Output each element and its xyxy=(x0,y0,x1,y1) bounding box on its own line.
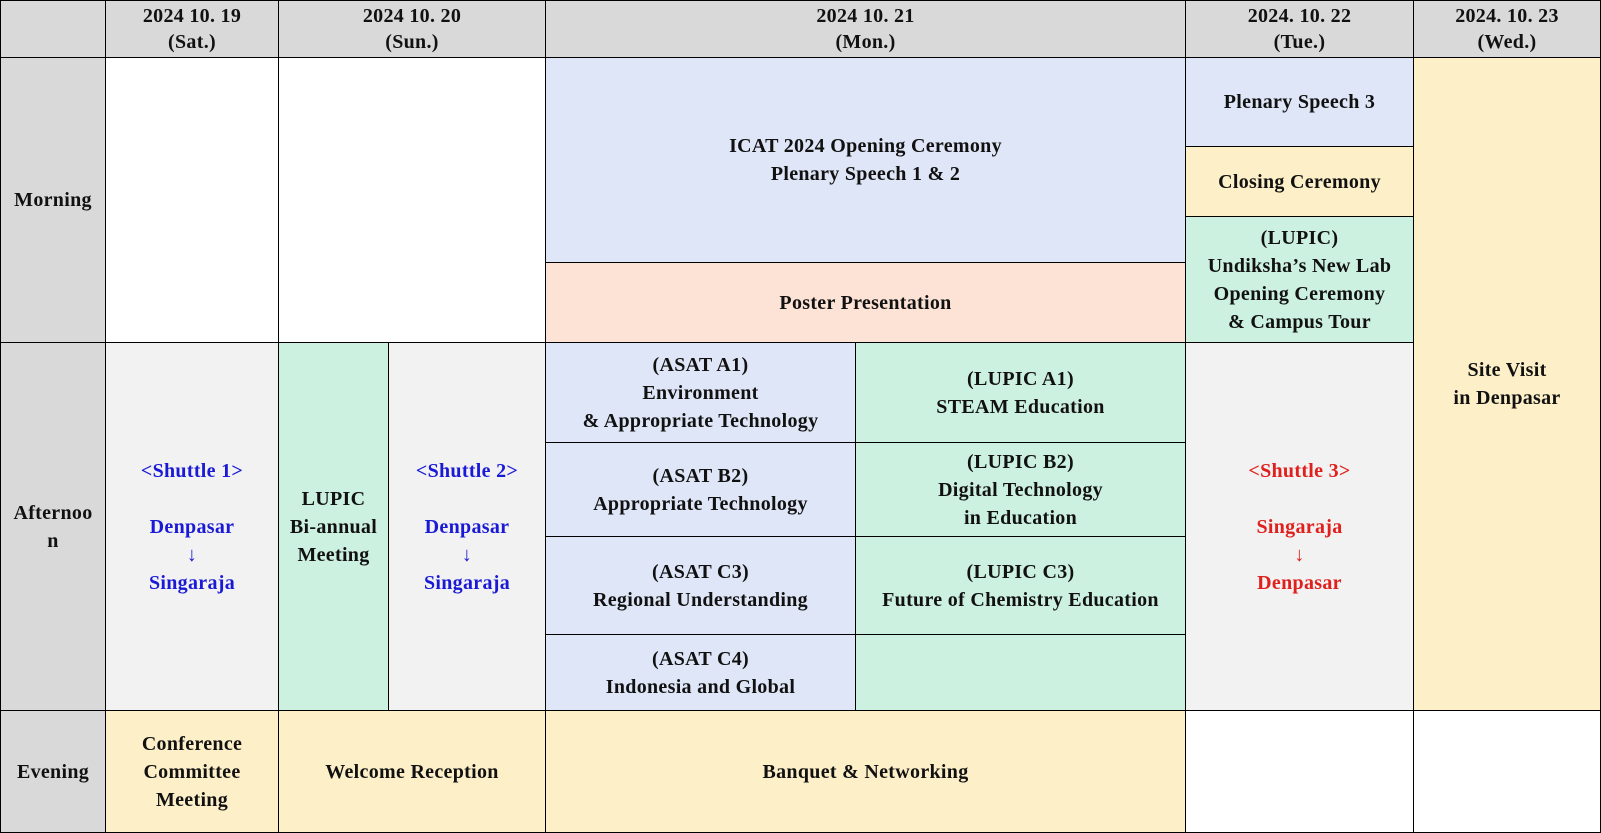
header-day-tue xyxy=(1185,0,1414,58)
row-label-afternoon: Afternoo n xyxy=(0,342,106,711)
session-lupic-empty xyxy=(855,634,1186,711)
header-weekday: (Tue.) xyxy=(1273,31,1326,53)
header-weekday: (Mon.) xyxy=(835,31,896,53)
session-asat-a1: (ASAT A1) Environment & Appropriate Technology xyxy=(545,342,856,443)
session-lupic-biannual-meeting: LUPIC Bi-annual Meeting xyxy=(278,342,389,711)
header-day-sat xyxy=(105,0,279,58)
header-date: 2024 10. 19 xyxy=(142,5,242,27)
session-site-visit: Site Visit in Denpasar xyxy=(1413,57,1601,711)
header-weekday: (Sat.) xyxy=(168,31,216,53)
header-day-sun xyxy=(278,0,546,58)
empty-cell-tue-evening xyxy=(1185,710,1414,833)
header-date: 2024 10. 20 xyxy=(362,5,462,27)
session-opening-ceremony: ICAT 2024 Opening Ceremony Plenary Speech 1 & 2 xyxy=(545,57,1186,263)
session-welcome-reception: Welcome Reception xyxy=(278,710,546,833)
shuttle-2: <Shuttle 2> Denpasar ↓ Singaraja xyxy=(388,342,546,711)
row-label-morning: Morning xyxy=(0,57,106,343)
header-day-mon xyxy=(545,0,1186,58)
session-lupic-c3: (LUPIC C3) Future of Chemistry Education xyxy=(855,536,1186,635)
session-banquet-networking: Banquet & Networking xyxy=(545,710,1186,833)
session-asat-c4: (ASAT C4) Indonesia and Global xyxy=(545,634,856,711)
session-lupic-b2: (LUPIC B2) Digital Technology in Education xyxy=(855,442,1186,537)
row-label-evening: Evening xyxy=(0,710,106,833)
session-asat-c3: (ASAT C3) Regional Understanding xyxy=(545,536,856,635)
header-date: 2024. 10. 22 xyxy=(1247,5,1352,27)
session-committee-meeting: Conference Committee Meeting xyxy=(105,710,279,833)
header-date: 2024. 10. 23 xyxy=(1455,5,1559,27)
header-weekday: (Sun.) xyxy=(385,31,439,53)
shuttle-1: <Shuttle 1> Denpasar ↓ Singaraja xyxy=(105,342,279,711)
session-lupic-lab-opening: (LUPIC) Undiksha’s New Lab Opening Ceremony & Campus Tour xyxy=(1185,216,1414,343)
session-asat-b2: (ASAT B2) Appropriate Technology xyxy=(545,442,856,537)
empty-cell-sat-morning xyxy=(105,57,279,343)
header-weekday: (Wed.) xyxy=(1477,31,1537,53)
session-closing-ceremony: Closing Ceremony xyxy=(1185,146,1414,217)
header-date: 2024 10. 21 xyxy=(816,5,915,27)
empty-cell-wed-evening xyxy=(1413,710,1601,833)
header-corner xyxy=(0,0,106,58)
session-plenary-speech-3: Plenary Speech 3 xyxy=(1185,57,1414,147)
header-day-wed xyxy=(1413,0,1601,58)
empty-cell-sun-morning xyxy=(278,57,546,343)
session-lupic-a1: (LUPIC A1) STEAM Education xyxy=(855,342,1186,443)
session-poster-presentation: Poster Presentation xyxy=(545,262,1186,343)
shuttle-3: <Shuttle 3> Singaraja ↓ Denpasar xyxy=(1185,342,1414,711)
